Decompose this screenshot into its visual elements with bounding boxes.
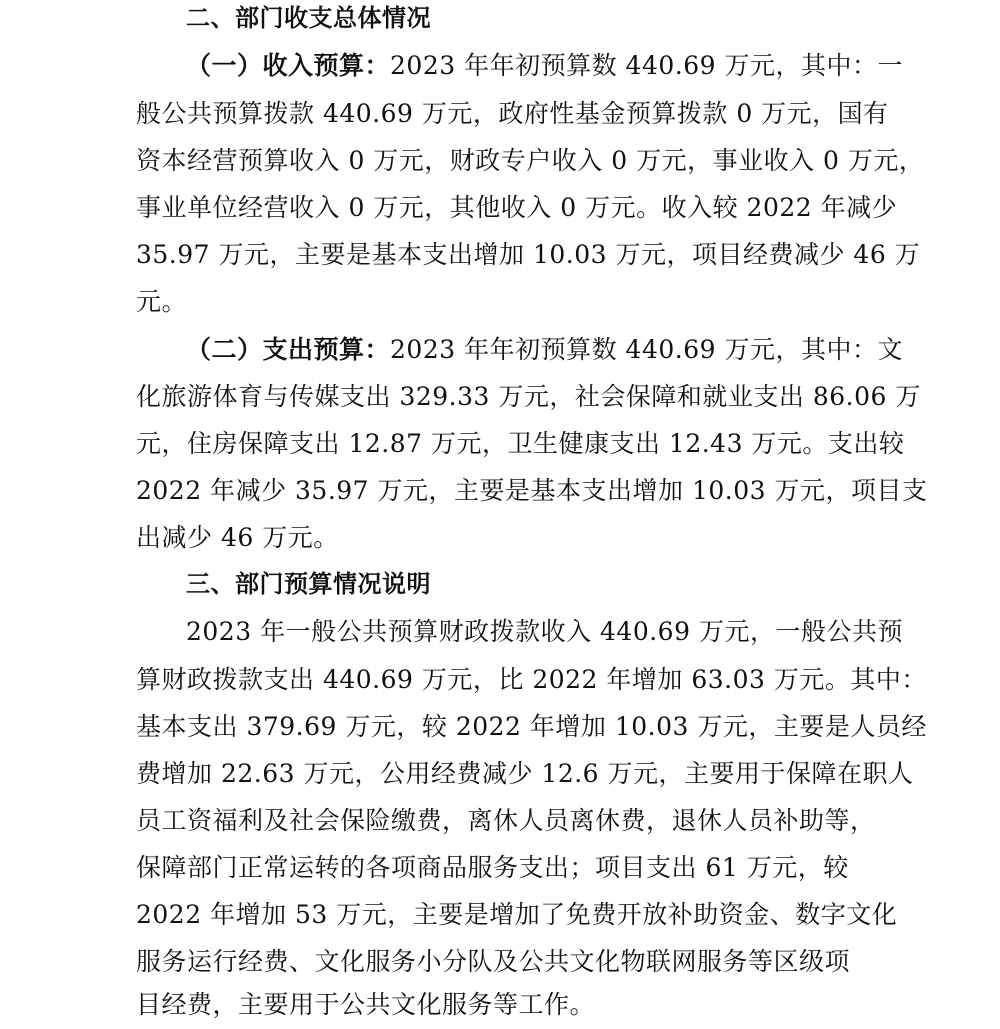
paragraph-line: 2022 年增加 53 万元，主要是增加了免费开放补助资金、数字文化 (136, 900, 898, 929)
section-heading-3: 三、部门预算情况说明 (186, 570, 431, 598)
expense-budget-lead: （二）支出预算： (186, 335, 391, 364)
paragraph-line: 事业单位经营收入 0 万元，其他收入 0 万元。收入较 2022 年减少 (136, 193, 898, 222)
paragraph-line: 基本支出 379.69 万元，较 2022 年增加 10.03 万元，主要是人员经 (136, 712, 927, 741)
paragraph-line: 2022 年减少 35.97 万元，主要是基本支出增加 10.03 万元，项目支 (136, 476, 928, 505)
paragraph-line: 目经费，主要用于公共文化服务等工作。 (136, 990, 596, 1019)
paragraph-line (186, 326, 903, 374)
paragraph-line: 2023 年一般公共预算财政拨款收入 440.69 万元，一般公共预 (186, 617, 903, 646)
paragraph-text: 2023 年年初预算数 440.69 万元，其中：文 (390, 335, 903, 364)
paragraph-line: 服务运行经费、文化服务小分队及公共文化物联网服务等区级项 (136, 947, 851, 976)
section-heading-2: 二、部门收支总体情况 (186, 4, 431, 32)
income-budget-lead: （一）收入预算： (186, 51, 391, 80)
paragraph-line (186, 42, 903, 90)
paragraph-line: 保障部门正常运转的各项商品服务支出；项目支出 61 万元，较 (136, 853, 849, 882)
paragraph-text: 2023 年年初预算数 440.69 万元，其中：一 (390, 51, 903, 80)
paragraph-line: 35.97 万元，主要是基本支出增加 10.03 万元，项目经费减少 46 万 (136, 240, 921, 269)
paragraph-line: 出减少 46 万元。 (136, 523, 339, 552)
paragraph-line: 员工资福利及社会保险缴费，离休人员离休费，退休人员补助等， (136, 806, 876, 835)
paragraph-line: 资本经营预算收入 0 万元，财政专户收入 0 万元，事业收入 0 万元， (136, 146, 925, 175)
paragraph-line: 般公共预算拨款 440.69 万元，政府性基金预算拨款 0 万元，国有 (136, 99, 889, 128)
paragraph-line: 算财政拨款支出 440.69 万元，比 2022 年增加 63.03 万元。其中： (136, 665, 927, 694)
paragraph-line: 化旅游体育与传媒支出 329.33 万元，社会保障和就业支出 86.06 万 (136, 382, 921, 411)
paragraph-line: 元，住房保障支出 12.87 万元，卫生健康支出 12.43 万元。支出较 (136, 429, 905, 458)
paragraph-line: 元。 (136, 287, 188, 316)
paragraph-line: 费增加 22.63 万元，公用经费减少 12.6 万元，主要用于保障在职人 (136, 759, 914, 788)
